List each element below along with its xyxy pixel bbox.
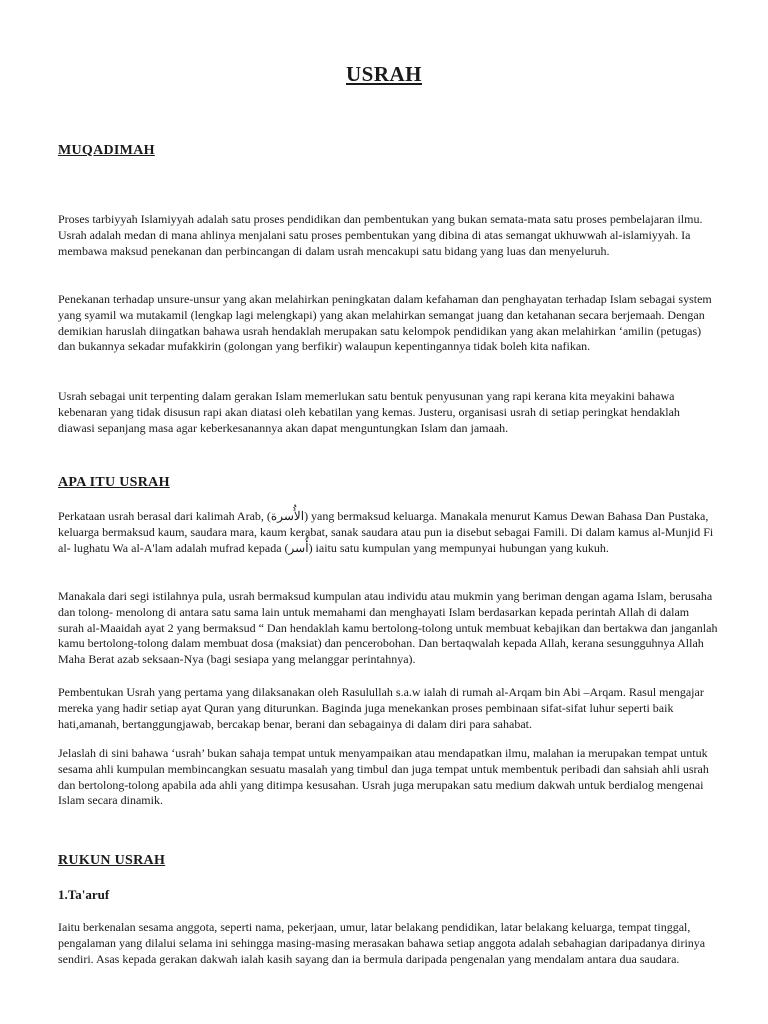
paragraph-muqadimah-2: Penekanan terhadap unsure-unsur yang akan melahirkan peningkatan dalam kefahaman dan penghayatan terhadap Islam sebagai system yang syamil wa mutakamil (lengkap lagi melengkapi) yang akan melahirkan semangat juang dan ketahanan secara berjemaah. Dengan demikian haruslah diingatkan bahawa usrah hendaklah merupakan satu kelompok pendidikan yang akan melahirkan ‘amilin (petugas) dan bukannya sekadar mufakkirin (golongan yang berfikir) walaupun kepentingannya tidak boleh kita nafikan.	[58, 292, 712, 354]
heading-muqadimah: MUQADIMAH	[58, 143, 155, 158]
paragraph-apa-itu-usrah-4: Jelaslah di sini bahawa ‘usrah’ bukan sahaja tempat untuk menyampaikan atau mendapatkan ilmu, malahan ia merupakan tempat untuk sesama ahli kumpulan membincangkan sesuatu masalah yang timbul dan juga tempat untuk membentuk peribadi dan sahsiah ahli usrah dan bertolong-tolong apabila ada ahli yang ditimpa kesusahan. Usrah juga merupakan satu medium dakwah untuk berdialog mengenai Islam secara dinamik.	[58, 746, 709, 808]
paragraph-muqadimah-3: Usrah sebagai unit terpenting dalam gerakan Islam memerlukan satu bentuk penyusunan yang rapi kerana kita meyakini bahawa kebenaran yang tidak disusun rapi akan diatasi oleh kebatilan yang kemas. Justeru, organisasi usrah di setiap peringkat hendaklah diawasi sepanjang masa agar keberkesanannya akan dapat menguntungkan Islam dan jamaah.	[58, 389, 680, 435]
heading-apa-itu-usrah: APA ITU USRAH	[58, 475, 170, 490]
paragraph-taaruf-1: Iaitu berkenalan sesama anggota, seperti nama, pekerjaan, umur, latar belakang pendidikan, latar belakang keluarga, tempat tinggal, pengalaman yang dilalui selama ini sehingga masing-masing merasakan bahawa setiap anggota adalah sebahagian daripadanya dirinya sendiri. Asas kepada gerakan dakwah ialah kasih sayang dan ia bermula daripada pengenalan yang mendalam antara dua saudara.	[58, 920, 706, 966]
paragraph-apa-itu-usrah-2: Manakala dari segi istilahnya pula, usrah bermaksud kumpulan atau individu atau mukmin yang beriman dengan agama Islam, berusaha dan tolong- menolong di antara satu sama lain untuk memahami dan menghayati Islam berdasarkan kepada perintah Allah di dalam surah al-Maaidah ayat 2 yang bermaksud “ Dan hendaklah kamu bertolong-tolong untuk membuat kebajikan dan bertakwa dan janganlah kamu bertolong-tolong dalam membuat dosa (maksiat) dan pencerobohan. Dan bertaqwalah kepada Allah, kerana sesungguhnya Allah Maha Berat azab seksaan-Nya (bagi sesiapa yang melanggar perintahnya).	[58, 589, 718, 667]
paragraph-apa-itu-usrah-1: Perkataan usrah berasal dari kalimah Arab, (الأُسرة) yang bermaksud keluarga. Manakala menurut Kamus Dewan Bahasa Dan Pustaka, keluarga bermaksud kaum, saudara mara, kaum kerabat, sanak saudara atau pun ia disebut sebagai Famili. Di dalam kamus al-Munjid Fi al- lughatu Wa al-A'lam adalah mufrad kepada (أُسر) iaitu satu kumpulan yang mempunyai hubungan yang kukuh.	[58, 509, 714, 555]
paragraph-muqadimah-1: Proses tarbiyyah Islamiyyah adalah satu proses pendidikan dan pembentukan yang bukan semata-mata satu proses pembelajaran ilmu. Usrah adalah medan di mana ahlinya menjalani satu proses pembentukan yang dibina di atas semangat ukhuwwah al-islamiyyah. Ia membawa maksud penekanan dan perbincangan di dalam usrah mencakupi satu bidang yang luas dan menyeluruh.	[58, 212, 703, 258]
document-title: USRAH	[345, 62, 422, 86]
subheading-taaruf: 1.Ta'aruf	[58, 887, 110, 902]
paragraph-apa-itu-usrah-3: Pembentukan Usrah yang pertama yang dilaksanakan oleh Rasulullah s.a.w ialah di rumah al-Arqam bin Abi –Arqam. Rasul mengajar mereka yang hadir setiap ayat Quran yang diturunkan. Baginda juga menekankan proses pembinaan sifat-sifat luhur seperti baik hati,amanah, bertanggungjawab, bercakap benar, berani dan sebagainya di dalam diri para sahabat.	[58, 685, 704, 731]
heading-rukun-usrah: RUKUN USRAH	[58, 853, 166, 868]
